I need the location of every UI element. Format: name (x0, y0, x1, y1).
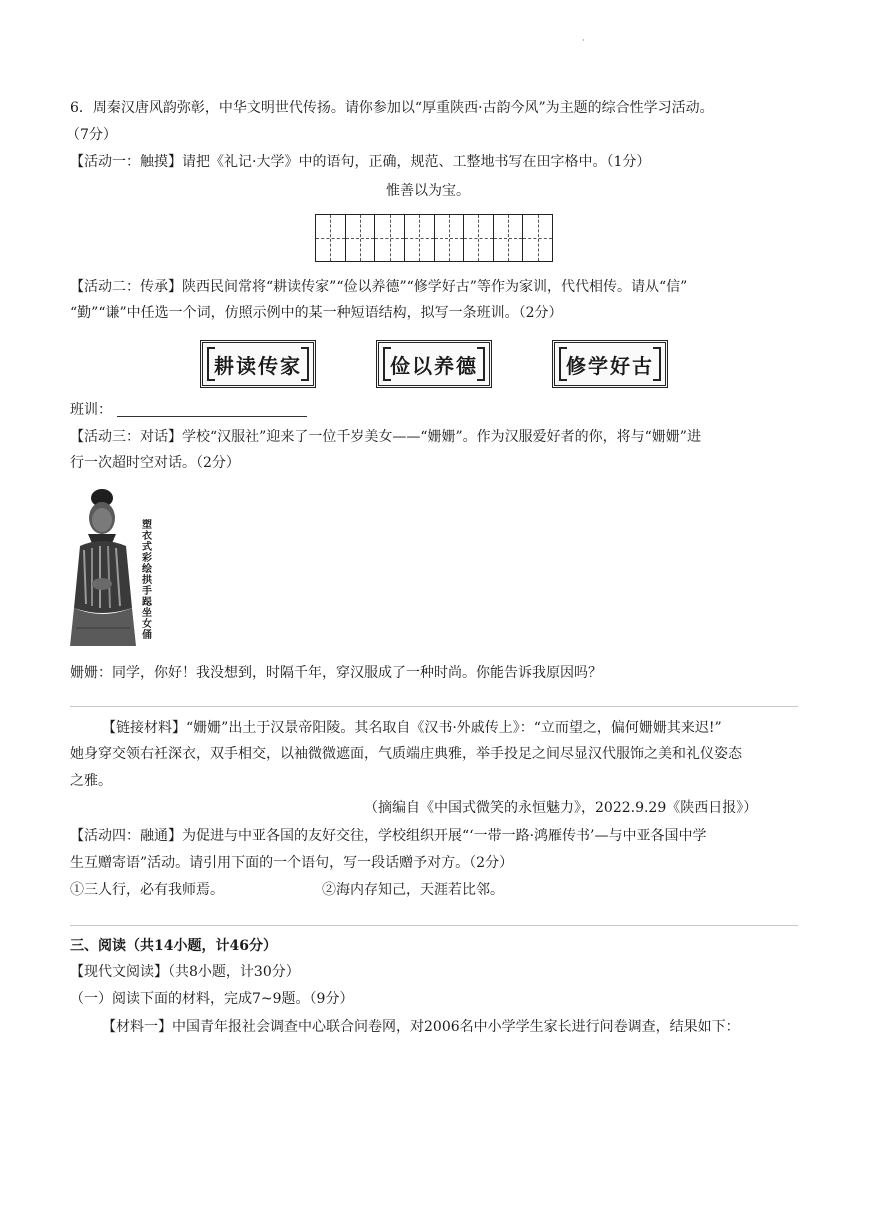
grid-cell[interactable] (405, 215, 435, 261)
class-motto-label: 班训： (70, 402, 112, 418)
plaque-jianyi: 俭以养德 (376, 340, 492, 388)
tianzige-grid[interactable] (315, 214, 553, 262)
plaque-xiuxue: 修学好古 (552, 340, 668, 388)
grid-cell[interactable] (346, 215, 376, 261)
grid-cell[interactable] (435, 215, 465, 261)
link-material-source: （摘编自《中国式微笑的永恒魅力》，2022.9.29《陕西日报》） (364, 800, 758, 816)
activity2-line1: 【活动二：传承】陕西民间常将“耕读传家”“俭以养德”“修学好古”等作为家训，代代相传。请从“信” (70, 279, 688, 295)
grid-cell[interactable] (523, 215, 552, 261)
activity3-line2: 行一次超时空对话。（2分） (70, 455, 240, 471)
activity4-line1: 【活动四：融通】为促进与中亚各国的友好交往，学校组织开展“‘一带一路·鸿雁传书’—与中亚各国中学 (70, 828, 707, 844)
section3-part1: （一）阅读下面的材料，完成7~9题。（9分） (70, 991, 354, 1007)
divider (70, 706, 798, 707)
grid-cell[interactable] (494, 215, 524, 261)
activity1-instruction: 【活动一：触摸】请把《礼记·大学》中的语句，正确，规范、工整地书写在田字格中。（1分） (70, 154, 651, 170)
grid-cell[interactable] (316, 215, 346, 261)
shanshan-dialogue: 姗姗：同学，你好！我没想到，时隔千年，穿汉服成了一种时尚。你能告诉我原因吗？ (70, 665, 602, 681)
question-6-points: （7分） (66, 127, 117, 143)
activity4-option2: ②海内存知己，天涯若比邻。 (322, 882, 504, 898)
activity4-line2: 生互赠寄语”活动。请引用下面的一个语句，写一段话赠予对方。（2分） (70, 855, 514, 871)
divider (70, 925, 798, 926)
section3-subtitle: 【现代文阅读】（共8小题，计30分） (70, 964, 300, 980)
grid-cell[interactable] (375, 215, 405, 261)
activity4-option1: ①三人行，必有我师焉。 (70, 882, 224, 898)
link-material-line2: 她身穿交领右衽深衣，双手相交，以袖微微遮面，气质端庄典雅，举手投足之间尽显汉代服饰之美和礼仪姿态 (70, 746, 742, 762)
plaque-gengdu: 耕读传家 (200, 340, 316, 388)
section3-material1: 【材料一】中国青年报社会调查中心联合问卷网，对2006名中小学学生家长进行问卷调查，结果如下： (102, 1019, 740, 1035)
question-6-line1: 6．周秦汉唐风韵弥彰，中华文明世代传扬。请你参加以“厚重陕西·古韵今风”为主题的综合性学习活动。 (70, 100, 714, 116)
class-motto-answer-line[interactable] (117, 416, 307, 417)
figurine-caption: 塑衣式彩绘拱手跽坐女俑 (142, 520, 152, 641)
section3-title: 三、阅读（共14小题，计46分） (70, 938, 277, 954)
grid-cell[interactable] (464, 215, 494, 261)
activity2-line2: “勤”“谦”中任选一个词，仿照示例中的某一种短语结构，拟写一条班训。（2分） (70, 305, 563, 321)
activity1-quote: 惟善以为宝。 (386, 183, 470, 199)
activity3-line1: 【活动三：对话】学校“汉服社”迎来了一位千岁美女——“姗姗”。作为汉服爱好者的你，将与“姗姗”进 (70, 429, 701, 445)
link-material-line3: 之雅。 (70, 773, 112, 789)
link-material-line1: 【链接材料】“姗姗”出土于汉景帝阳陵。其名取自《汉书·外戚传上》：“立而望之，偏何姗姗其来迟!” (102, 720, 722, 736)
page-mark: · (582, 36, 585, 45)
